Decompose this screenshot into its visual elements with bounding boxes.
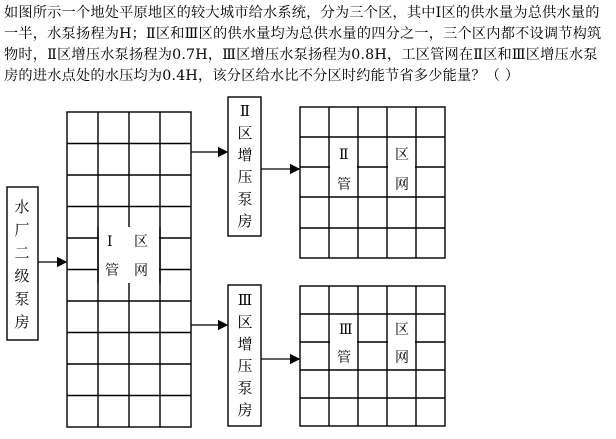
plant-label-6: 房	[14, 313, 30, 331]
plant-label-3: 二	[14, 244, 30, 262]
station2-label-6: 房	[237, 212, 253, 230]
station2-label-3: 增	[237, 146, 253, 164]
zone2-label-guan: 管	[337, 177, 351, 193]
station3-label-4: 压	[237, 357, 253, 375]
station3-label-6: 房	[237, 401, 253, 419]
zone2-label-wang: 网	[395, 177, 409, 193]
plant-label-4: 级	[14, 267, 30, 285]
station3-label-3: 增	[237, 335, 253, 353]
plant-label-5: 泵	[14, 290, 30, 308]
station2-label-4: 压	[237, 168, 253, 186]
plant-label-1: 水	[14, 198, 30, 216]
zone1-label-qu: 区	[134, 234, 148, 250]
station2-label-1: Ⅱ	[239, 102, 251, 120]
zone3-label-qu: 区	[395, 322, 409, 338]
station3-label-2: 区	[237, 313, 253, 331]
zone3-label-wang: 网	[395, 350, 409, 366]
zone2-grid	[300, 107, 445, 258]
station3-label-1: Ⅲ	[237, 291, 253, 309]
zone3-label-guan: 管	[337, 350, 351, 366]
zone3-label-mark: Ⅲ	[339, 322, 353, 338]
plant-label-2: 厂	[14, 221, 30, 239]
station2-label-5: 泵	[237, 190, 253, 208]
zone1-label-mark: Ⅰ	[107, 234, 113, 250]
station2-label-2: 区	[237, 124, 253, 142]
zone2-label-qu: 区	[395, 147, 409, 163]
zone2-label-mark: Ⅱ	[339, 147, 349, 163]
question-text: 如图所示一个地处平原地区的较大城市给水系统，分为三个区，其中Ⅰ区的供水量为总供水量的一半，水泵扬程为H；Ⅱ区和Ⅲ区的供水量均为总供水量的四分之一，三个区内都不设调节构筑物时，Ⅱ区增压水泵扬程为0.7H，Ⅲ区增压水泵扬程为0.8H，工区管网在Ⅱ区和Ⅲ区增压水泵房的进水点处的水压均为0.4H，该分区给水比不分区时约能节省多少能量？（ ）	[4, 5, 602, 84]
zone3-grid	[300, 286, 445, 426]
zone1-label-guan: 管	[105, 263, 119, 279]
zone1-label-wang: 网	[134, 263, 148, 279]
station3-label-5: 泵	[237, 379, 253, 397]
